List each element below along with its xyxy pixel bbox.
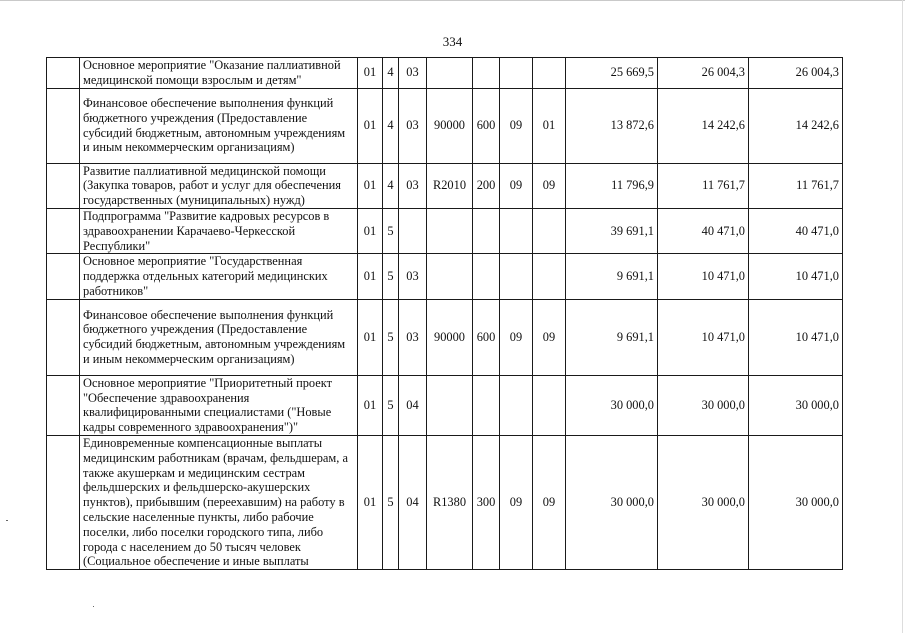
amount-cell: 10 471,0 [658,299,749,375]
row-name: Основное мероприятие "Оказание паллиативной медицинской помощи взрослым и детям" [80,58,358,89]
amount-cell: 30 000,0 [749,435,843,569]
code-cell: 90000 [427,88,473,163]
code-cell [427,375,473,435]
table-row [47,299,843,375]
amount-cell: 9 691,1 [566,299,658,375]
code-cell: 03 [399,299,427,375]
amount-cell: 10 471,0 [749,254,843,299]
code-cell: 5 [383,254,399,299]
code-cell: 04 [399,435,427,569]
code-cell [533,375,566,435]
code-cell [500,254,533,299]
row-name: Развитие паллиативной медицинской помощи (Закупка товаров, работ и услуг для обеспечения государственных (муниципальных) нужд) [80,163,358,208]
row-name: Единовременные компенсационные выплаты медицинским работникам (врачам, фельдшерам, а также акушеркам и медицинским сестрам фельдшерских и фельдшерско-акушерских пунктов), прибывшим (переехавшим) на работу в сельские населенные пункты, либо рабочие поселки, либо поселки городского типа, либо города с населением до 50 тысяч человек (Социальное обеспечение и иные выплаты [80,435,358,569]
code-cell [427,208,473,253]
code-cell: 5 [383,375,399,435]
code-cell [533,208,566,253]
code-cell: 09 [533,163,566,208]
amount-cell: 30 000,0 [566,435,658,569]
code-cell: 5 [383,299,399,375]
amount-cell: 30 000,0 [658,435,749,569]
table-row [47,163,843,208]
amount-cell: 13 872,6 [566,88,658,163]
amount-cell: 11 761,7 [749,163,843,208]
code-cell: 03 [399,163,427,208]
row-marker-cell [47,299,80,375]
amount-cell: 10 471,0 [749,299,843,375]
scan-speck [6,520,8,521]
code-cell: 09 [500,299,533,375]
row-marker-cell [47,435,80,569]
code-cell: 90000 [427,299,473,375]
amount-cell: 30 000,0 [658,375,749,435]
amount-cell: 30 000,0 [566,375,658,435]
amount-cell: 40 471,0 [658,208,749,253]
amount-cell: 26 004,3 [749,58,843,89]
code-cell: 200 [473,163,500,208]
code-cell: 03 [399,88,427,163]
code-cell [500,58,533,89]
table-row [47,254,843,299]
amount-cell: 26 004,3 [658,58,749,89]
code-cell: 5 [383,435,399,569]
code-cell [473,254,500,299]
code-cell: 600 [473,299,500,375]
code-cell: 03 [399,254,427,299]
table-row [47,208,843,253]
code-cell: 04 [399,375,427,435]
code-cell [427,254,473,299]
row-name: Основное мероприятие "Приоритетный проект "Обеспечение здравоохранения квалифицированными специалистами ("Новые кадры современного здравоохранения")" [80,375,358,435]
code-cell: 01 [358,58,383,89]
code-cell [533,58,566,89]
code-cell: 09 [500,435,533,569]
table-row [47,435,843,569]
code-cell: 01 [358,163,383,208]
code-cell: 300 [473,435,500,569]
code-cell: 01 [533,88,566,163]
code-cell: R1380 [427,435,473,569]
row-marker-cell [47,254,80,299]
amount-cell: 9 691,1 [566,254,658,299]
code-cell: 5 [383,208,399,253]
amount-cell: 14 242,6 [658,88,749,163]
row-name: Финансовое обеспечение выполнения функций бюджетного учреждения (Предоставление субсидий бюджетным, автономным учреждениям и иным некоммерческим организациям) [80,88,358,163]
table-row [47,58,843,89]
code-cell [399,208,427,253]
code-cell: 01 [358,254,383,299]
code-cell: 03 [399,58,427,89]
scan-edge-right [902,0,903,633]
amount-cell: 40 471,0 [749,208,843,253]
code-cell: 01 [358,88,383,163]
amount-cell: 39 691,1 [566,208,658,253]
page-number: 334 [442,34,463,49]
row-marker-cell [47,375,80,435]
code-cell: 4 [383,163,399,208]
code-cell: 09 [533,435,566,569]
row-marker-cell [47,208,80,253]
amount-cell: 14 242,6 [749,88,843,163]
table-row [47,88,843,163]
amount-cell: 10 471,0 [658,254,749,299]
code-cell: 01 [358,375,383,435]
code-cell [427,58,473,89]
row-marker-cell [47,88,80,163]
amount-cell: 11 796,9 [566,163,658,208]
code-cell: 600 [473,88,500,163]
row-name: Основное мероприятие "Государственная поддержка отдельных категорий медицинских работников" [80,254,358,299]
table-row [47,375,843,435]
amount-cell: 30 000,0 [749,375,843,435]
code-cell [473,58,500,89]
code-cell: 09 [500,88,533,163]
row-marker-cell [47,163,80,208]
row-marker-cell [47,58,80,89]
amount-cell: 11 761,7 [658,163,749,208]
budget-table [46,57,843,570]
scan-speck [93,606,94,607]
code-cell [533,254,566,299]
row-name: Подпрограмма "Развитие кадровых ресурсов в здравоохранении Карачаево-Черкесской Республики" [80,208,358,253]
code-cell: 09 [533,299,566,375]
code-cell [500,375,533,435]
code-cell [473,375,500,435]
amount-cell: 25 669,5 [566,58,658,89]
code-cell [500,208,533,253]
row-name: Финансовое обеспечение выполнения функций бюджетного учреждения (Предоставление субсидий бюджетным, автономным учреждениям и иным некоммерческим организациям) [80,299,358,375]
code-cell: 4 [383,58,399,89]
scan-edge-top [0,0,905,1]
code-cell: 01 [358,435,383,569]
code-cell: 01 [358,208,383,253]
code-cell: 4 [383,88,399,163]
code-cell: 09 [500,163,533,208]
code-cell: 01 [358,299,383,375]
code-cell: R2010 [427,163,473,208]
code-cell [473,208,500,253]
